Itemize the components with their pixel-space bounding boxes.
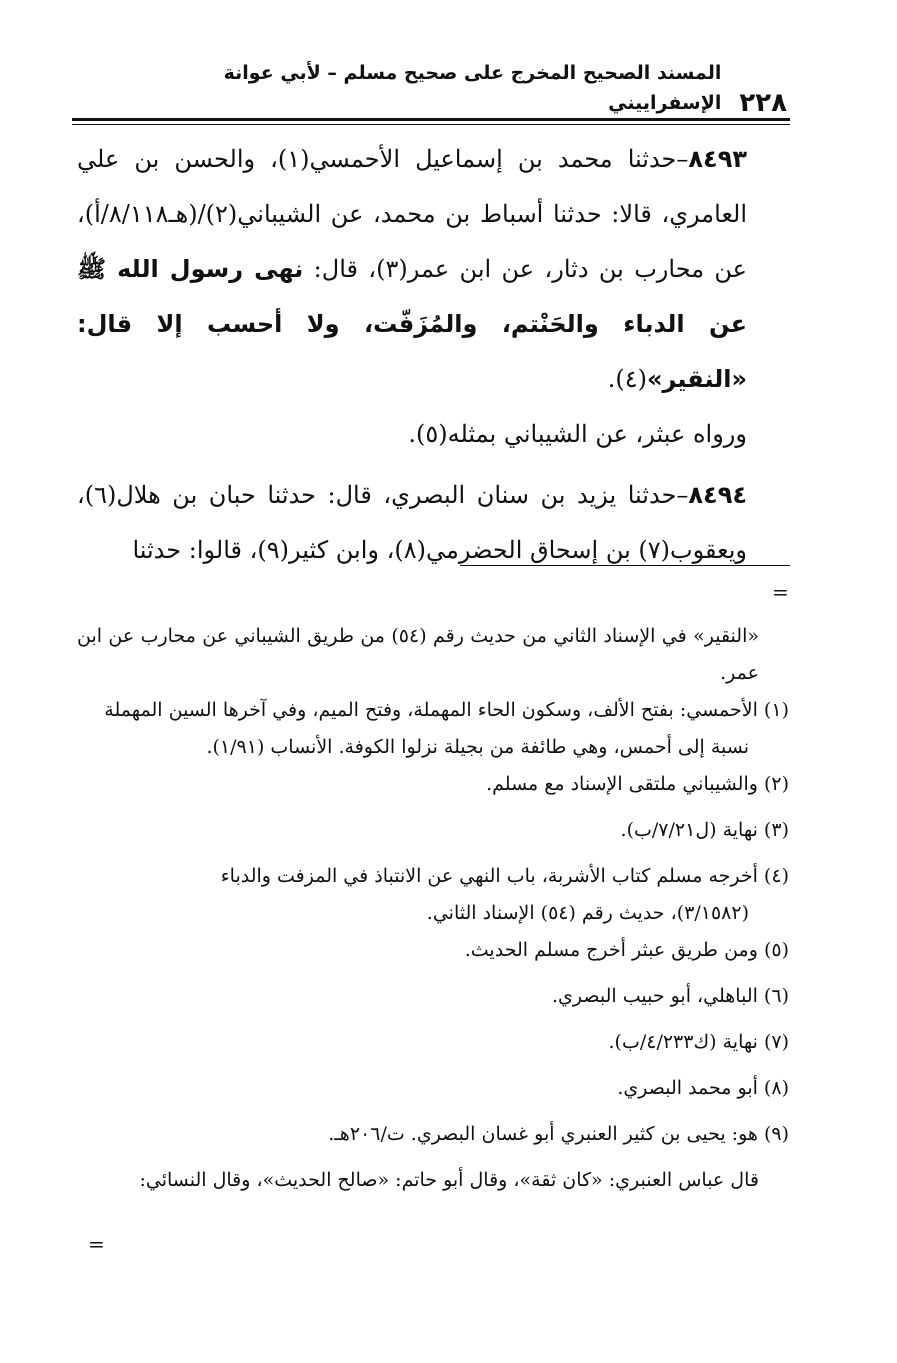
footnote-9-cont: قال عباس العنبري: «كان ثقة»، وقال أبو حاتم: «صالح الحديث»، وقال النسائي:	[139, 1169, 759, 1191]
hadith-number: ٨٤٩٣	[688, 145, 747, 173]
footnote-carryover: «النقير» في الإسناد الثاني من حديث رقم (٥٤) من طريق الشيباني عن محارب عن ابن عمر.	[77, 625, 759, 684]
hadith-8494	[77, 468, 787, 578]
footnote-4: (٤) أخرجه مسلم كتاب الأشربة، باب النهي عن الانتباذ في المزفت والدباء	[220, 865, 789, 887]
footnote-8: (٨) أبو محمد البصري.	[617, 1077, 789, 1099]
footnote-1-cont: نسبة إلى أحمس، وهي طائفة من بجيلة نزلوا الكوفة. الأنساب (١/٩١).	[206, 736, 749, 758]
footnote-9: (٩) هو: يحيى بن كثير العنبري أبو غسان البصري. ت/٢٠٦هـ.	[328, 1123, 789, 1145]
footnotes	[77, 618, 789, 1199]
page-header	[107, 62, 787, 118]
footnote-7: (٧) نهاية (ك٤/٢٣٣/ب).	[608, 1031, 789, 1053]
continued-mark: =	[772, 580, 789, 604]
footnote-separator	[460, 565, 790, 566]
narration-line: ورواه عبثر، عن الشيباني بمثله(٥).	[408, 420, 747, 448]
hadith-text: –حدثنا يزيد بن سنان البصري، قال: حدثنا حبان بن هلال(٦)، ويعقوب(٧) بن إسحاق الحضرمي(٨)، وابن كثير(٩)، قالوا: حدثنا	[77, 481, 747, 564]
hadith-text: –حدثنا محمد بن إسماعيل الأحمسي(١)، والحسن بن علي العامري، قالا: حدثنا أسباط بن محمد، عن الشيباني(٢)/(هـ٨/١١٨/أ)، عن محارب بن دثار، عن ابن عمر(٣)، قال:	[77, 145, 748, 283]
footnote-4-cont: (٣/١٥٨٢)، حديث رقم (٥٤) الإسناد الثاني.	[426, 902, 749, 924]
hadith-footnote-ref: (٤).	[607, 365, 647, 393]
running-title: المسند الصحيح المخرج على صحيح مسلم – لأبي عوانة الإسفراييني	[223, 62, 722, 114]
page-number: ٢٢٨	[739, 88, 787, 118]
continued-mark-bottom: =	[88, 1232, 105, 1256]
footnote-1: (١) الأحمسي: بفتح الألف، وسكون الحاء المهملة، وفتح الميم، وفي آخرها السين المهملة	[104, 699, 789, 721]
footnote-3: (٣) نهاية (ل٧/٢١/ب).	[620, 819, 789, 841]
header-rule-thin	[72, 124, 790, 125]
header-rule	[72, 118, 790, 121]
footnote-5: (٥) ومن طريق عبثر أخرج مسلم الحديث.	[464, 939, 789, 961]
main-text	[77, 132, 787, 578]
footnote-6: (٦) الباهلي، أبو حبيب البصري.	[551, 985, 789, 1007]
hadith-number: ٨٤٩٤	[688, 481, 747, 509]
footnote-2: (٢) والشيباني ملتقى الإسناد مع مسلم.	[486, 773, 789, 795]
hadith-matn: نهى رسول الله ﷺ عن الدباء والحَنْتم، والمُزَفّت، ولا أحسب إلا قال: «النقير»	[77, 255, 747, 393]
hadith-8493	[77, 132, 787, 407]
